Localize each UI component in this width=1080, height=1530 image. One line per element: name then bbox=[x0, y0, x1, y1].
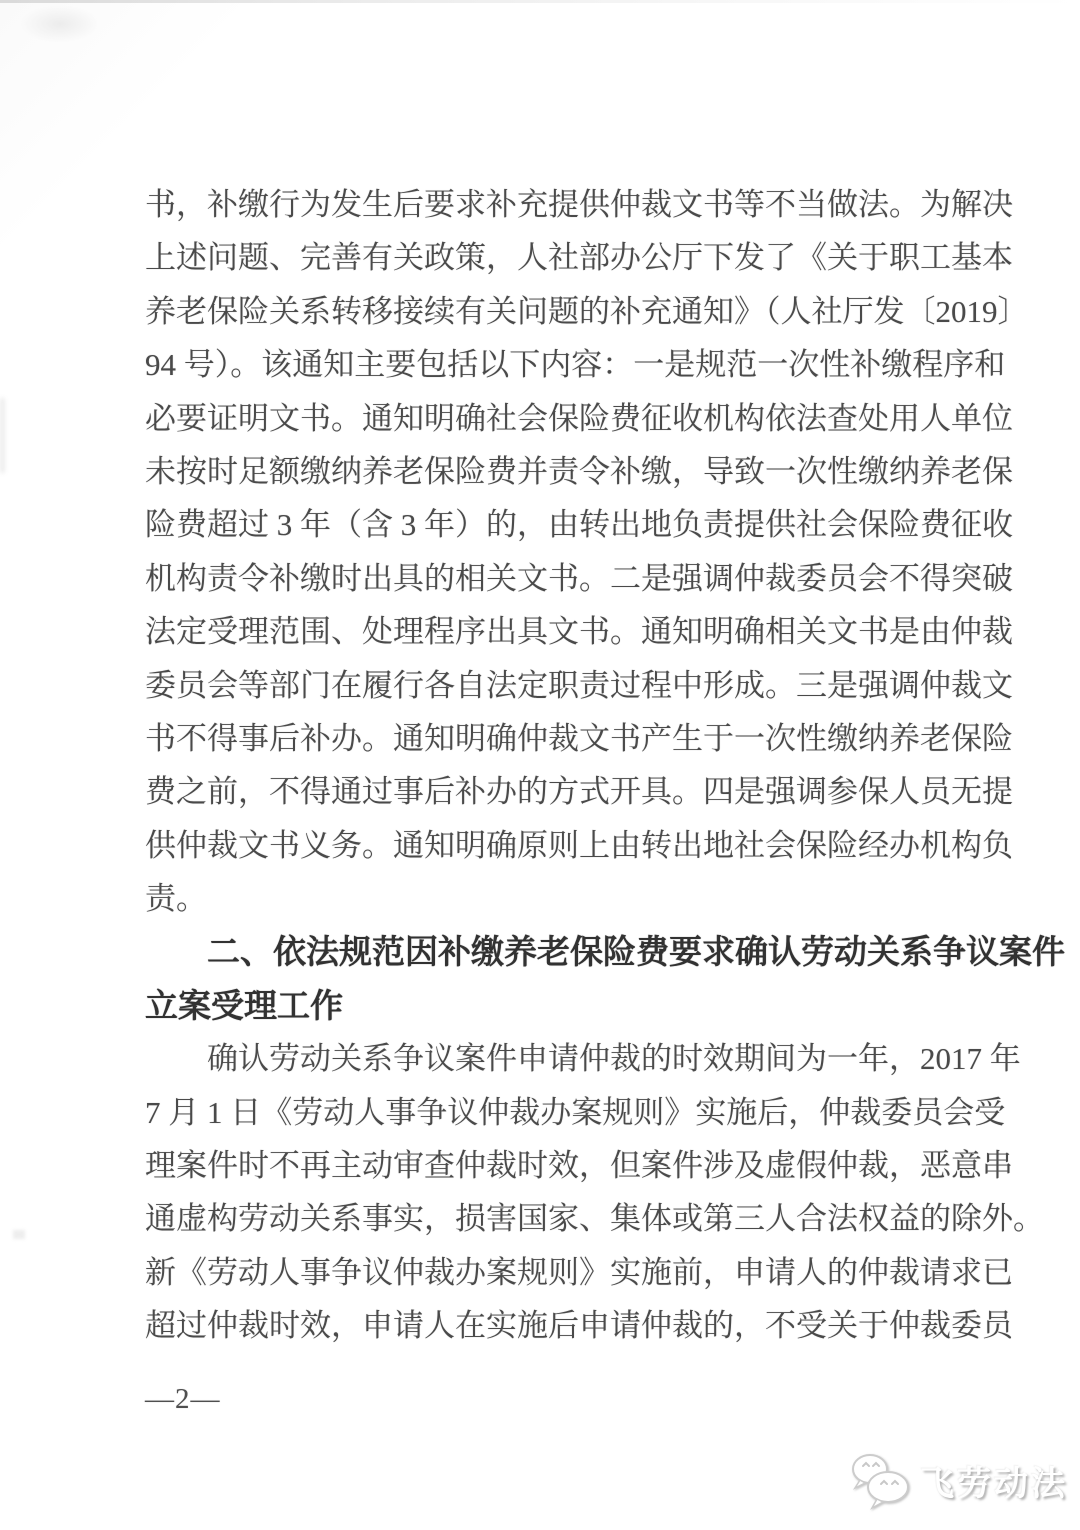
text-line: 养老保险关系转移接续有关问题的补充通知》（人社厅发〔2019〕 bbox=[145, 293, 1029, 329]
document-body bbox=[145, 178, 1065, 1353]
text-line: 通虚构劳动关系事实，损害国家、集体或第三人合法权益的除外。 bbox=[145, 1201, 1044, 1237]
section-heading-line: 二、依法规范因补缴养老保险费要求确认劳动关系争议案件 bbox=[207, 933, 1065, 971]
scan-edge-artifact bbox=[0, 0, 1080, 3]
wechat-chat-bubbles-icon bbox=[846, 1450, 912, 1510]
scan-smudge-artifact bbox=[0, 398, 5, 473]
section-heading-line: 立案受理工作 bbox=[145, 986, 343, 1024]
scan-smudge-artifact bbox=[13, 1230, 25, 1239]
text-line: 书不得事后补办。通知明确仲裁文书产生于一次性缴纳养老保险 bbox=[145, 720, 1013, 756]
text-line: 超过仲裁时效，申请人在实施后申请仲裁的，不受关于仲裁委员 bbox=[145, 1308, 1013, 1344]
text-line: 上述问题、完善有关政策，人社部办公厅下发了《关于职工基本 bbox=[145, 240, 1013, 276]
text-line: 理案件时不再主动审查仲裁时效，但案件涉及虚假仲裁，恶意串 bbox=[145, 1148, 1013, 1184]
text-line: 确认劳动关系争议案件申请仲裁的时效期间为一年，2017 年 bbox=[207, 1041, 1021, 1077]
page-number: —2— bbox=[145, 1383, 221, 1415]
text-line: 机构责令补缴时出具的相关文书。二是强调仲裁委员会不得突破 bbox=[145, 560, 1013, 596]
text-line: 险费超过 3 年（含 3 年）的，由转出地负责提供社会保险费征收 bbox=[145, 507, 1013, 543]
text-line: 未按时足额缴纳养老保险费并责令补缴，导致一次性缴纳养老保 bbox=[145, 453, 1013, 489]
watermark-text: 飞劳动法 bbox=[920, 1464, 1068, 1503]
text-line: 费之前，不得通过事后补办的方式开具。四是强调参保人员无提 bbox=[145, 774, 1013, 810]
text-line: 94 号）。该通知主要包括以下内容：一是规范一次性补缴程序和 bbox=[145, 347, 1006, 383]
watermark bbox=[846, 1450, 1068, 1510]
text-line: 责。 bbox=[145, 881, 207, 917]
text-line: 必要证明文书。通知明确社会保险费征收机构依法查处用人单位 bbox=[145, 400, 1013, 436]
text-line: 书，补缴行为发生后要求补充提供仲裁文书等不当做法。为解决 bbox=[145, 187, 1013, 222]
text-line: 委员会等部门在履行各自法定职责过程中形成。三是强调仲裁文 bbox=[145, 667, 1013, 703]
text-line: 新《劳动人事争议仲裁办案规则》实施前，申请人的仲裁请求已 bbox=[145, 1254, 1013, 1290]
text-line: 法定受理范围、处理程序出具文书。通知明确相关文书是由仲裁 bbox=[145, 614, 1013, 650]
scan-corner-artifact bbox=[20, 5, 100, 43]
text-line: 7 月 1 日《劳动人事争议仲裁办案规则》实施后，仲裁委员会受 bbox=[145, 1094, 1006, 1130]
text-line: 供仲裁文书义务。通知明确原则上由转出地社会保险经办机构负 bbox=[145, 827, 1013, 863]
